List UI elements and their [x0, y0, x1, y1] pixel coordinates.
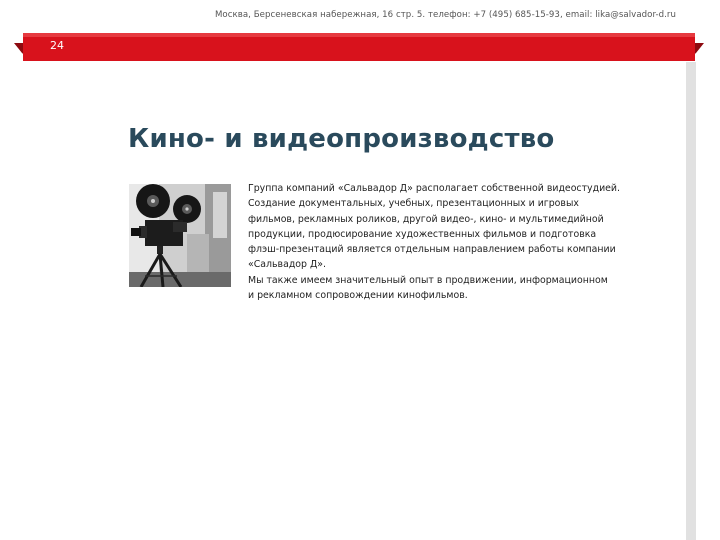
body-line: Мы также имеем значительный опыт в продвижении, информационном: [248, 274, 608, 286]
contact-info: Москва, Берсеневская набережная, 16 стр. 5. телефон: +7 (495) 685-15-93, email: lika@salvador-d.ru: [214, 10, 676, 20]
film-camera-icon: [129, 184, 231, 287]
body-line: фильмов, рекламных роликов, другой видео-, кино- и мультимедийной: [248, 213, 604, 225]
ribbon-graphic: [14, 33, 704, 63]
page-edge-shadow: [686, 62, 696, 540]
body-text: [248, 181, 643, 303]
body-line: и рекламном сопровождении кинофильмов.: [248, 290, 468, 302]
page-title: Кино- и видеопроизводство: [128, 124, 555, 154]
body-line: Создание документальных, учебных, презентационных и игровых: [248, 198, 579, 210]
body-line: флэш-презентаций является отдельным направлением работы компании: [248, 244, 616, 256]
body-line: «Сальвадор Д».: [248, 259, 327, 271]
page-number: 24: [50, 39, 64, 52]
body-line: продукции, продюсирование художественных фильмов и подготовка: [248, 228, 597, 240]
red-ribbon: [14, 33, 704, 63]
body-line: Группа компаний «Сальвадор Д» располагает собственной видеостудией.: [248, 183, 621, 194]
film-camera-photo: [129, 184, 231, 287]
